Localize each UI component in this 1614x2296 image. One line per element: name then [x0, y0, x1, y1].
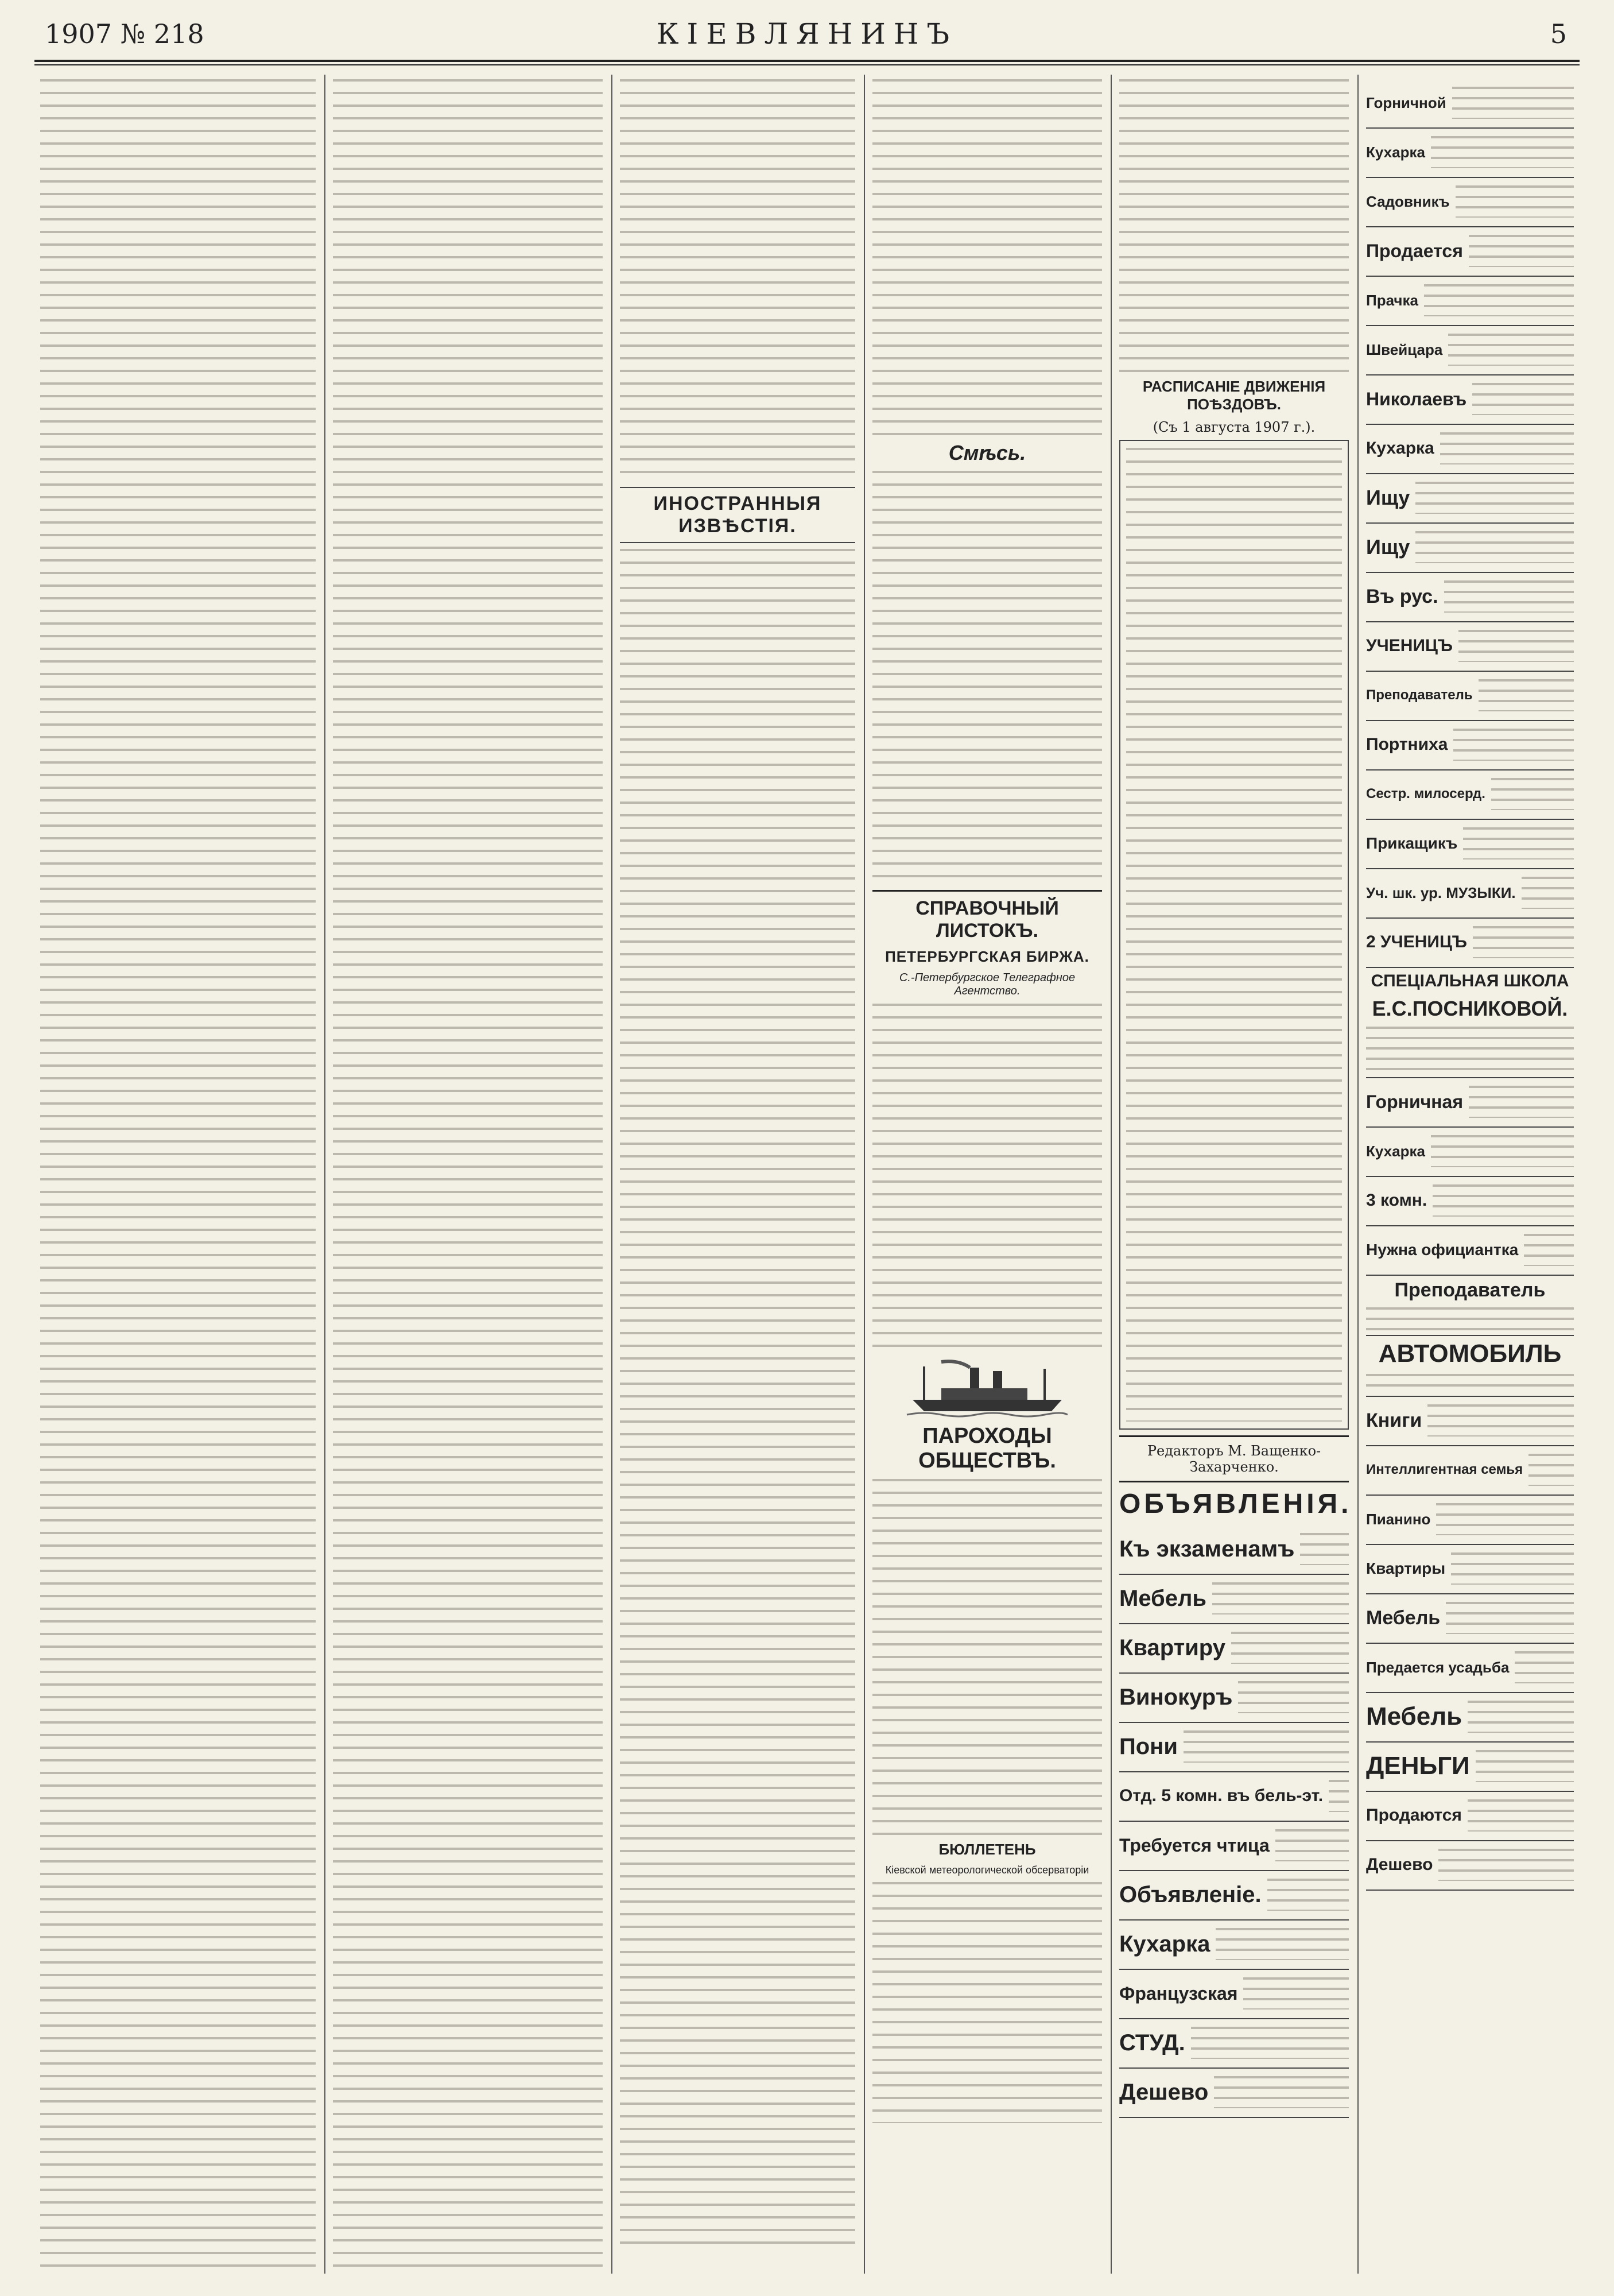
- classified-ad: Кухарка: [1366, 129, 1574, 178]
- train-schedule-subheading: (Съ 1 августа 1907 г.).: [1153, 419, 1316, 435]
- steamship-icon: [901, 1355, 1073, 1418]
- column-2: [327, 75, 608, 2279]
- classified-ad: Кухарка: [1366, 425, 1574, 474]
- classified-ad: Николаевъ: [1366, 375, 1574, 425]
- issue-date-number: 1907 № 218: [45, 18, 204, 49]
- classified-ad: Мебель: [1119, 1575, 1349, 1624]
- classified-ad: Преподаватель: [1366, 672, 1574, 721]
- foreign-news-heading: ИНОСТРАННЫЯ ИЗВѢСТІЯ.: [620, 487, 855, 543]
- exchange-table: [872, 1004, 1102, 1348]
- column-1: [34, 75, 321, 2279]
- classified-ad: Квартиру: [1119, 1624, 1349, 1674]
- classified-ad: Сестр. милосерд.: [1366, 771, 1574, 820]
- article-text: [620, 549, 855, 2254]
- classified-ad: Пони: [1119, 1723, 1349, 1772]
- classified-ad: СТУД.: [1119, 2019, 1349, 2069]
- article-text: [872, 471, 1102, 884]
- classified-ad: Продается: [1366, 227, 1574, 277]
- column-divider: [1111, 75, 1112, 2274]
- classified-ad: Квартиры: [1366, 1545, 1574, 1594]
- masthead-rule-thin: [34, 64, 1580, 65]
- classified-ads: [1366, 79, 1574, 1891]
- classified-ad: Мебель: [1366, 1594, 1574, 1644]
- classified-ad: Прикащикъ: [1366, 820, 1574, 869]
- train-schedule-heading: РАСПИСАНІЕ ДВИЖЕНІЯ ПОѢЗДОВЪ.: [1142, 378, 1326, 413]
- bulletin-heading: БЮЛЛЕТЕНЬ: [938, 1841, 1036, 1858]
- editor-line: Редакторъ М. Ващенко-Захарченко.: [1119, 1435, 1349, 1482]
- classified-ad: Кухарка: [1119, 1921, 1349, 1970]
- classified-ad: Прачка: [1366, 277, 1574, 326]
- classified-ad: Нужна официантка: [1366, 1226, 1574, 1276]
- classified-ad: ДЕНЬГИ: [1366, 1743, 1574, 1792]
- classified-ad: Книги: [1366, 1397, 1574, 1446]
- classified-ad: Интеллигентная семья: [1366, 1446, 1574, 1496]
- classified-ad: Винокуръ: [1119, 1674, 1349, 1723]
- newspaper-title: КІЕВЛЯНИНЪ: [656, 17, 958, 51]
- article-text: [1119, 79, 1349, 372]
- classified-ad: Къ экзаменамъ: [1119, 1525, 1349, 1575]
- classified-ad: СПЕЦІАЛЬНАЯ ШКОЛА Е.С.ПОСНИКОВОЙ.: [1366, 968, 1574, 1078]
- weather-bulletin: [872, 1882, 1102, 2123]
- classified-ad: Дешево: [1119, 2069, 1349, 2118]
- column-divider: [864, 75, 865, 2274]
- miscellany-heading: Смѣсь.: [948, 441, 1026, 464]
- classified-ad: Мебель: [1366, 1693, 1574, 1743]
- column-4: [867, 75, 1108, 2279]
- classified-ad: Предается усадьба: [1366, 1644, 1574, 1693]
- announcements-list: [1119, 1525, 1349, 2118]
- classified-ad: 2 УЧЕНИЦЪ: [1366, 919, 1574, 968]
- train-schedule-rows: [1126, 448, 1342, 1422]
- steamship-heading: ПАРОХОДЫ ОБЩЕСТВЪ.: [918, 1424, 1056, 1473]
- bulletin-subheading: Кіевской метеорологической обсерваторіи: [885, 1864, 1089, 1876]
- exchange-heading: ПЕТЕРБУРГСКАЯ БИРЖА.: [885, 948, 1089, 965]
- steamship-schedule: [872, 1479, 1102, 1835]
- classified-ad: Требуется чтица: [1119, 1822, 1349, 1871]
- classified-ad: Отд. 5 комн. въ бель-эт.: [1119, 1772, 1349, 1822]
- classified-ad: Преподаватель: [1366, 1276, 1574, 1336]
- column-5: [1113, 75, 1355, 2279]
- classified-ad: Объявленіе.: [1119, 1871, 1349, 1921]
- classified-ad: Садовникъ: [1366, 178, 1574, 227]
- masthead: [34, 11, 1580, 60]
- column-divider: [1357, 75, 1359, 2274]
- column-divider: [611, 75, 612, 2274]
- classified-ad: Ищу: [1366, 524, 1574, 573]
- classified-ad: Уч. шк. ур. МУЗЫКИ.: [1366, 869, 1574, 919]
- classified-ad: УЧЕНИЦЪ: [1366, 622, 1574, 672]
- classified-ad: Горничная: [1366, 1078, 1574, 1128]
- classified-ad: Въ рус.: [1366, 573, 1574, 622]
- agency-heading: С.-Петербургское Телеграфное Агентство.: [899, 971, 1076, 997]
- article-text: [40, 79, 316, 2275]
- classified-ad: Портниха: [1366, 721, 1574, 771]
- article-text: [872, 79, 1102, 435]
- reference-heading: СПРАВОЧНЫЙ ЛИСТОКЪ.: [872, 890, 1102, 942]
- classified-ad: Горничной: [1366, 79, 1574, 129]
- announcements-heading: ОБЪЯВЛЕНІЯ.: [1119, 1489, 1352, 1519]
- classified-ad: 3 комн.: [1366, 1177, 1574, 1226]
- classified-ad: Ищу: [1366, 474, 1574, 524]
- classified-ad: Продаются: [1366, 1792, 1574, 1841]
- column-6: [1360, 75, 1580, 2279]
- classified-ad: Швейцара: [1366, 326, 1574, 375]
- masthead-rule: [34, 60, 1580, 62]
- classified-ad: Кухарка: [1366, 1128, 1574, 1177]
- train-schedule-table: [1119, 440, 1349, 1430]
- article-text: [620, 79, 855, 481]
- article-text: [333, 79, 603, 2275]
- column-3: [614, 75, 861, 2279]
- page-number: 5: [1550, 18, 1567, 49]
- classified-ad: Дешево: [1366, 1841, 1574, 1891]
- newspaper-page: [34, 11, 1580, 2285]
- classified-ad: Пианино: [1366, 1496, 1574, 1545]
- classified-ad: Французская: [1119, 1970, 1349, 2019]
- column-divider: [324, 75, 325, 2274]
- classified-ad: АВТОМОБИЛЬ: [1366, 1336, 1574, 1397]
